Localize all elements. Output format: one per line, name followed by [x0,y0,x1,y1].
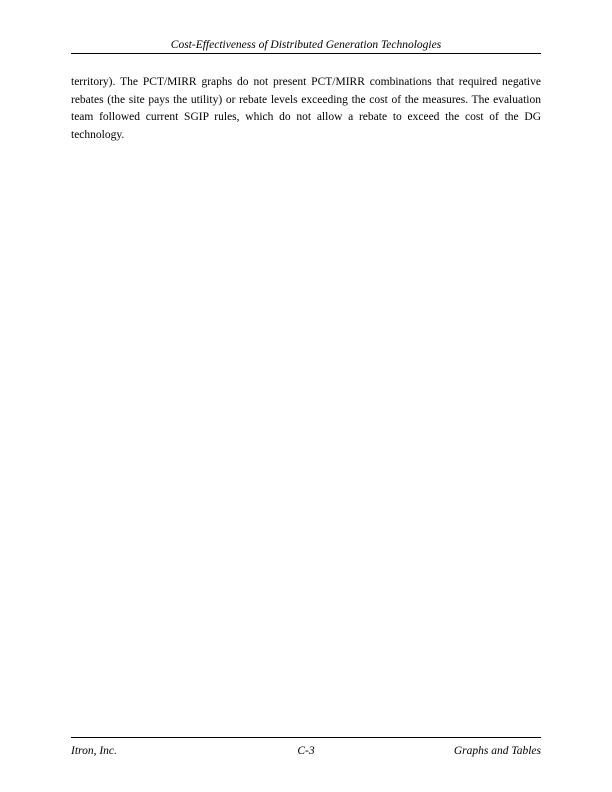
page-header [71,38,541,54]
page-body [71,74,541,144]
running-title: Cost-Effectiveness of Distributed Generation Technologies [170,39,442,51]
footer-company: Itron, Inc. [71,745,117,757]
body-paragraph: territory). The PCT/MIRR graphs do not present PCT/MIRR combinations that required negative rebates (the site pays the utility) or rebate levels exceeding the cost of the measures. The evaluation team followed current SGIP rules, which do not allow a rebate to exceed the cost of the DG technology. [71,76,541,141]
page-number: C-3 [297,745,315,757]
page-footer [71,737,541,756]
footer-section-title: Graphs and Tables [453,745,541,757]
